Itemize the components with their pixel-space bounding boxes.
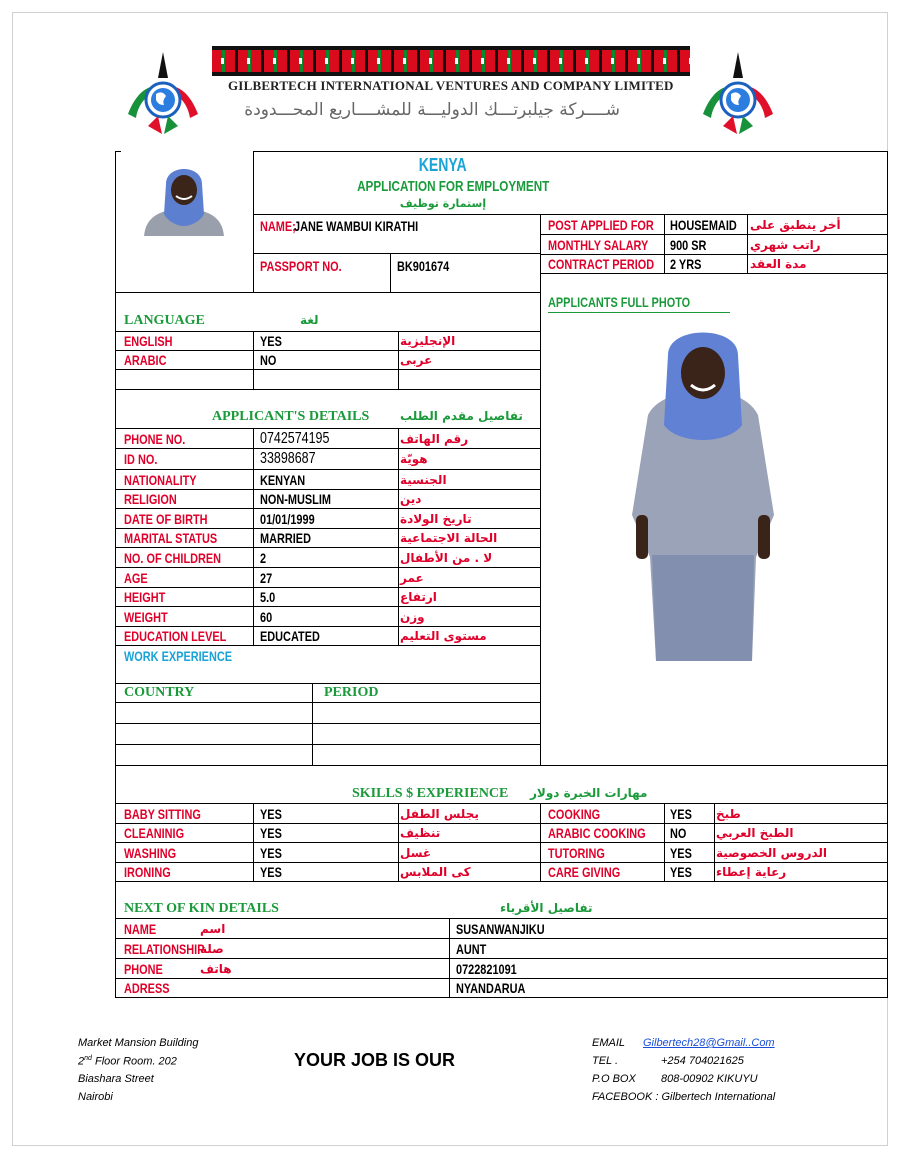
country-heading: KENYA (419, 155, 467, 175)
kin-name-ar: اسم (200, 921, 226, 936)
kin-name-value: SUSANWANJIKU (456, 920, 545, 937)
detail-id-value: 33898687 (260, 450, 316, 467)
detail-religion-ar: دين (400, 492, 422, 506)
footer-address-line4: Nairobi (78, 1091, 113, 1103)
post-applied-ar: أخر ينطبق على (750, 217, 841, 232)
skill-ironing-value: YES (260, 864, 282, 880)
language-arabic-ar: عربى (400, 353, 433, 367)
footer-slogan: YOUR JOB IS OUR (294, 1050, 456, 1070)
kin-address-value: NYANDARUA (456, 980, 526, 996)
applicant-name-field: NAME; JANE WAMBUI KIRATHI (260, 218, 419, 234)
work-period-column: PERIOD (324, 685, 379, 700)
monthly-salary-label: MONTHLY SALARY (548, 236, 649, 253)
detail-height-ar: ارتفاع (400, 590, 437, 604)
detail-children-ar: لا . من الأطفال (400, 550, 493, 565)
kin-phone-label: PHONE (124, 960, 163, 977)
company-logo-right (693, 48, 783, 140)
skill-tutoring-value: YES (670, 844, 692, 861)
skill-arabic-cooking-value: NO (670, 825, 687, 841)
skill-baby-sitting-ar: يجلس الطفل (400, 806, 479, 821)
skill-care-giving-label: CARE GIVING (548, 864, 621, 880)
company-name-en: GILBERTECH INTERNATIONAL VENTURES AND COMPANY LIMITED (228, 78, 674, 93)
passport-label: PASSPORT NO. (260, 258, 342, 274)
detail-children-label: NO. OF CHILDREN (124, 549, 222, 566)
kin-heading-ar: تفاصيل الأقرباء (500, 901, 593, 915)
detail-dob-value: 01/01/1999 (260, 510, 315, 527)
detail-phone-label: PHONE NO. (124, 430, 186, 447)
language-heading-ar: لغة (300, 313, 319, 327)
passport-value: BK901674 (397, 258, 450, 274)
form-title: APPLICATION FOR EMPLOYMENT (356, 178, 550, 195)
language-heading: LANGUAGE (124, 313, 205, 328)
footer-email-label: EMAIL (592, 1037, 626, 1049)
skill-arabic-cooking-ar: الطبخ العربي (716, 826, 794, 840)
footer-pobox-label: P.O BOX (592, 1073, 636, 1085)
applicant-portrait-photo (140, 160, 228, 236)
skill-tutoring-ar: الدروس الخصوصية (716, 845, 828, 860)
skills-heading-ar: مهارات الخبرة دولار (530, 786, 648, 800)
skill-care-giving-value: YES (670, 864, 692, 880)
footer-tel-label: TEL . (592, 1055, 619, 1067)
detail-religion-label: RELIGION (124, 491, 177, 507)
detail-height-value: 5.0 (260, 589, 276, 605)
monthly-salary-ar: راتب شهري (750, 237, 821, 252)
kin-relationship-label: RELATIONSHIP (124, 940, 205, 957)
language-english-ar: الإنجليزية (400, 334, 456, 348)
language-english-value: YES (260, 333, 282, 349)
applicant-name-value: JANE WAMBUI KIRATHI (293, 218, 419, 234)
work-country-column: COUNTRY (124, 685, 195, 700)
skill-care-giving-ar: رعاية إعطاء (716, 865, 787, 879)
details-heading: APPLICANT'S DETAILS (212, 409, 370, 424)
skill-washing-ar: غسل (400, 845, 432, 860)
header-banner-pattern (212, 46, 690, 76)
footer-address-line2: 2nd Floor Room. 202 (78, 1055, 177, 1068)
detail-weight-value: 60 (260, 608, 273, 625)
kin-name-label: NAME (124, 920, 157, 937)
detail-age-value: 27 (260, 569, 273, 586)
detail-religion-value: NON-MUSLIM (260, 491, 331, 507)
footer-address-line3: Biashara Street (78, 1073, 154, 1085)
footer-address-line1: Market Mansion Building (78, 1037, 199, 1049)
detail-id-label: ID NO. (124, 451, 158, 467)
detail-id-ar: هويّة (400, 452, 428, 466)
work-experience-heading: WORK EXPERIENCE (124, 648, 233, 664)
kin-heading: NEXT OF KIN DETAILS (124, 901, 279, 916)
detail-marital-ar: الحالة الاجتماعية (400, 531, 498, 545)
company-logo-left (118, 48, 208, 140)
form-title-ar: إستمارة توظيف (399, 197, 487, 210)
language-arabic-value: NO (260, 352, 277, 368)
skill-ironing-ar: كى الملابس (400, 865, 471, 879)
detail-education-label: EDUCATION LEVEL (124, 628, 227, 644)
post-applied-value: HOUSEMAID (670, 216, 737, 233)
skill-washing-value: YES (260, 844, 282, 861)
detail-education-ar: مستوى التعليم (400, 629, 487, 643)
contract-period-value: 2 YRS (670, 256, 702, 272)
footer-tel-value: +254 704021625 (661, 1055, 744, 1067)
applicant-full-photo (628, 325, 778, 663)
skill-cooking-value: YES (670, 805, 692, 822)
footer-facebook: FACEBOOK : Gilbertech International (592, 1091, 776, 1103)
detail-weight-ar: وزن (400, 609, 425, 624)
post-applied-label: POST APPLIED FOR (548, 216, 654, 233)
contract-period-label: CONTRACT PERIOD (548, 256, 655, 272)
skill-arabic-cooking-label: ARABIC COOKING (548, 825, 646, 841)
detail-age-label: AGE (124, 569, 148, 586)
detail-weight-label: WEIGHT (124, 608, 168, 625)
skill-washing-label: WASHING (124, 844, 177, 861)
full-photo-label: APPLICANTS FULL PHOTO (548, 292, 730, 313)
footer-email-link[interactable]: Gilbertech28@Gmail..Com (643, 1037, 775, 1049)
contract-period-ar: مدة العقد (750, 257, 807, 271)
kin-relationship-ar: صلة (200, 941, 224, 956)
detail-children-value: 2 (260, 549, 267, 566)
skill-cooking-ar: طبخ (716, 806, 741, 821)
detail-phone-value: 0742574195 (260, 429, 330, 447)
kin-phone-value: 0722821091 (456, 960, 517, 977)
company-name-ar: شــــركة جيلبرتـــك الدوليـــة للمشــــاريع المحـــدودة (244, 100, 620, 120)
detail-phone-ar: رقم الهاتف (400, 431, 469, 446)
footer-pobox-value: 808-00902 KIKUYU (661, 1073, 758, 1085)
kin-relationship-value: AUNT (456, 940, 487, 957)
detail-nationality-ar: الجنسية (400, 472, 447, 487)
detail-nationality-value: KENYAN (260, 471, 306, 488)
detail-marital-value: MARRIED (260, 530, 311, 546)
detail-dob-ar: تاريخ الولادة (400, 511, 472, 526)
language-row-arabic: ARABIC (124, 352, 167, 368)
kin-address-label: ADRESS (124, 980, 170, 996)
skills-heading: SKILLS $ EXPERIENCE (352, 786, 509, 801)
skill-tutoring-label: TUTORING (548, 844, 605, 861)
details-heading-ar: تفاصيل مقدم الطلب (400, 409, 523, 423)
skill-ironing-label: IRONING (124, 864, 171, 880)
detail-age-ar: عمر (400, 570, 424, 585)
language-row-english: ENGLISH (124, 333, 173, 349)
detail-education-value: EDUCATED (260, 628, 320, 644)
skill-cooking-label: COOKING (548, 805, 601, 822)
skill-cleaning-ar: تنظيف (400, 826, 441, 840)
skill-baby-sitting-value: YES (260, 805, 282, 822)
detail-marital-label: MARITAL STATUS (124, 530, 218, 546)
skill-cleaning-value: YES (260, 825, 282, 841)
kin-phone-ar: هاتف (200, 961, 232, 976)
detail-dob-label: DATE OF BIRTH (124, 510, 208, 527)
detail-nationality-label: NATIONALITY (124, 471, 197, 488)
skill-cleaning-label: CLEANINIG (124, 825, 185, 841)
monthly-salary-value: 900 SR (670, 236, 707, 253)
skill-baby-sitting-label: BABY SITTING (124, 805, 201, 822)
detail-height-label: HEIGHT (124, 589, 166, 605)
